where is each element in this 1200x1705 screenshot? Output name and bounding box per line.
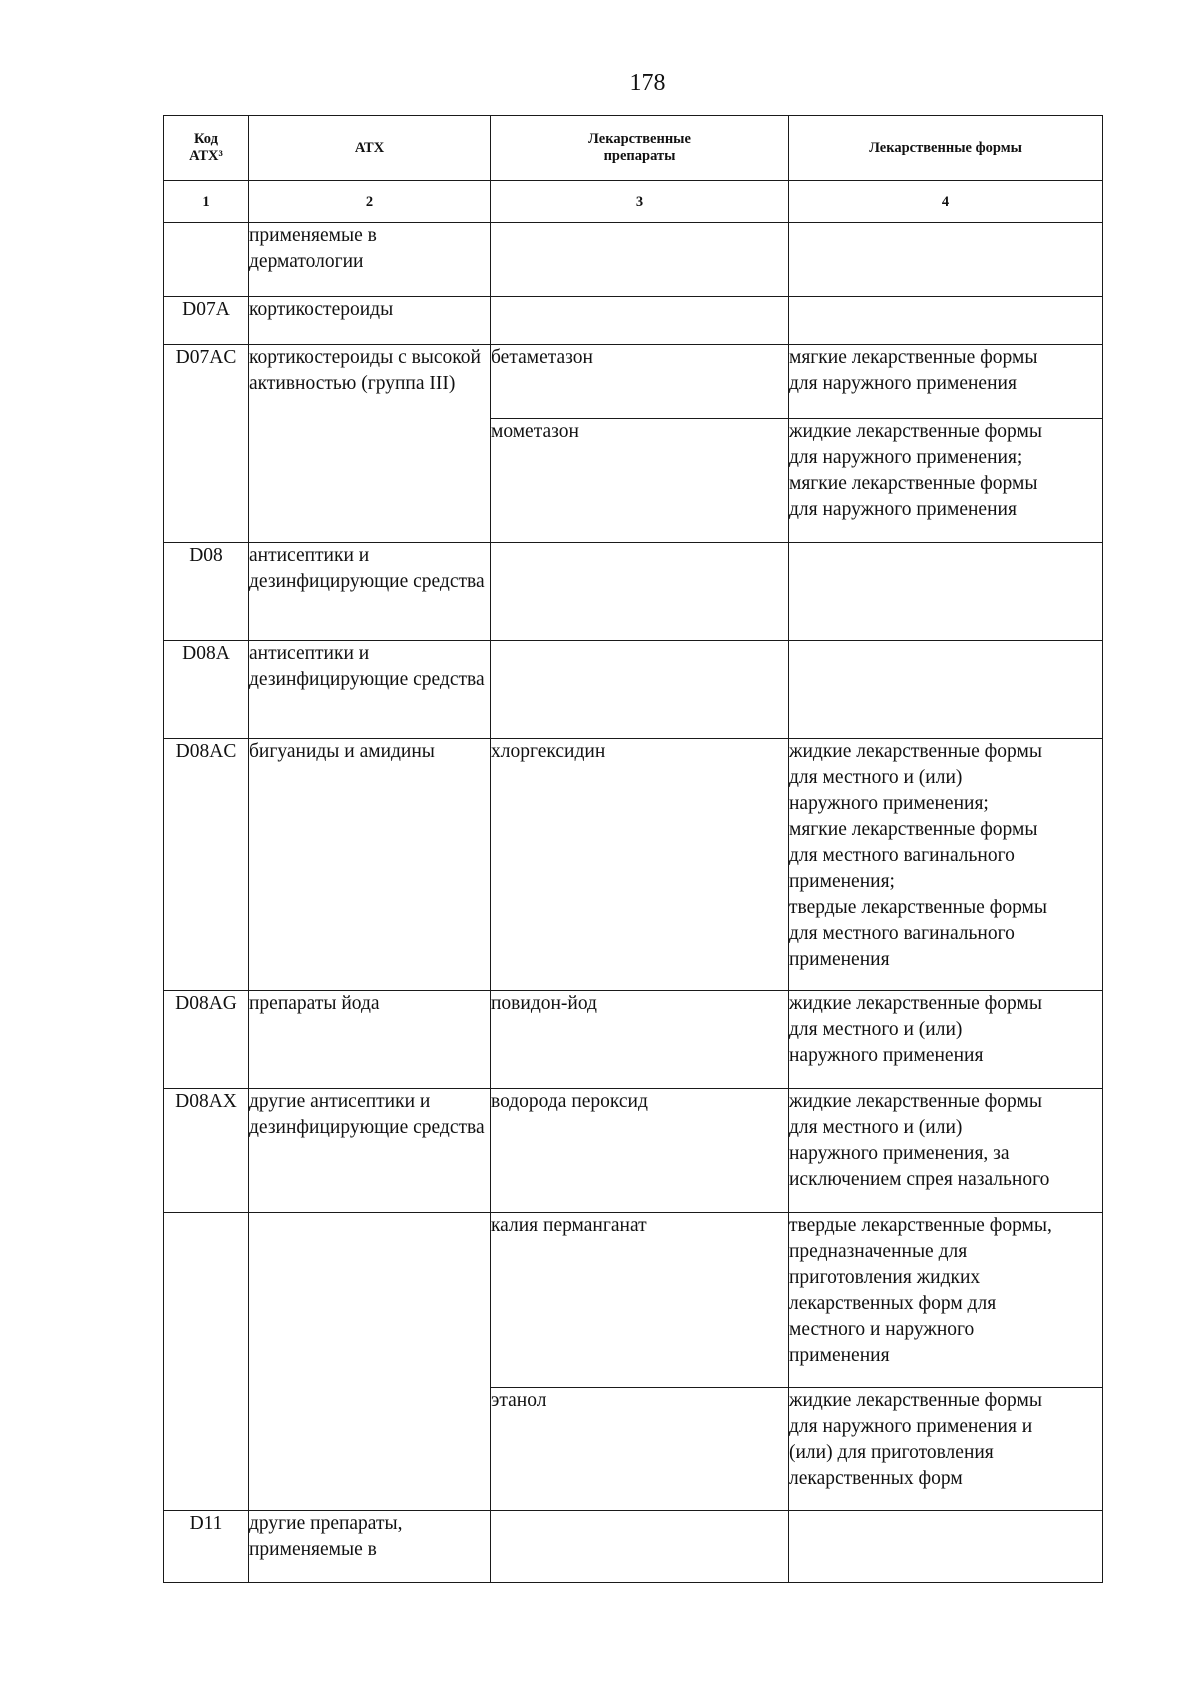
dosage-form-cell — [789, 641, 1103, 739]
dosage-form-cell — [789, 543, 1103, 641]
column-number: 1 — [164, 181, 249, 223]
drug-cell — [491, 1511, 789, 1583]
atx-group-cell: бигуаниды и амидины — [249, 739, 491, 991]
atx-group-cell: кортикостероиды с высокой активностью (группа III) — [249, 345, 491, 543]
drug-cell: водорода пероксид — [491, 1089, 789, 1213]
dosage-form-cell: твердые лекарственные формы, предназначенные для приготовления жидких лекарственных форм для местного и наружного применения — [789, 1213, 1103, 1388]
table-row — [164, 297, 1103, 345]
table-row — [164, 345, 1103, 419]
drug-cell: бетаметазон — [491, 345, 789, 419]
atx-code-cell: D08A — [164, 641, 249, 739]
dosage-form-cell: мягкие лекарственные формы для наружного применения — [789, 345, 1103, 419]
drug-cell: мометазон — [491, 419, 789, 543]
atx-group-cell: другие антисептики и дезинфицирующие средства — [249, 1089, 491, 1213]
dosage-form-cell — [789, 1511, 1103, 1583]
atx-code-cell: D08AG — [164, 991, 249, 1089]
header-drugs: Лекарственные препараты — [491, 116, 789, 181]
page-number: 178 — [629, 70, 666, 96]
dosage-form-cell: жидкие лекарственные формы для местного и (или) наружного применения — [789, 991, 1103, 1089]
table-row — [164, 1511, 1103, 1583]
dosage-form-cell: жидкие лекарственные формы для наружного применения и (или) для приготовления лекарственных форм — [789, 1388, 1103, 1511]
atx-group-cell — [249, 1213, 491, 1511]
drug-cell: этанол — [491, 1388, 789, 1511]
atx-code-cell: D08AC — [164, 739, 249, 991]
header-atx: АТХ — [249, 116, 491, 181]
atx-code-cell: D08 — [164, 543, 249, 641]
atx-group-cell: препараты йода — [249, 991, 491, 1089]
dosage-form-cell: жидкие лекарственные формы для наружного применения; мягкие лекарственные формы для наружного применения — [789, 419, 1103, 543]
atx-code-cell: D07AC — [164, 345, 249, 543]
drug-cell — [491, 223, 789, 297]
table-row — [164, 641, 1103, 739]
atx-group-cell: применяемые в дерматологии — [249, 223, 491, 297]
atx-drug-table — [163, 115, 1103, 1583]
column-number-row — [164, 181, 1103, 223]
drug-cell — [491, 641, 789, 739]
dosage-form-cell: жидкие лекарственные формы для местного и (или) наружного применения; мягкие лекарственные формы для местного вагинального применения; твердые лекарственные формы для местного вагинального применения — [789, 739, 1103, 991]
table-row — [164, 991, 1103, 1089]
atx-code-cell: D11 — [164, 1511, 249, 1583]
column-number: 3 — [491, 181, 789, 223]
atx-code-cell — [164, 223, 249, 297]
dosage-form-cell — [789, 223, 1103, 297]
drug-cell — [491, 297, 789, 345]
drug-cell — [491, 543, 789, 641]
table-row — [164, 1213, 1103, 1388]
drug-cell: хлоргексидин — [491, 739, 789, 991]
table-row — [164, 543, 1103, 641]
header-code: Код АТХ³ — [164, 116, 249, 181]
column-number: 2 — [249, 181, 491, 223]
atx-group-cell: кортикостероиды — [249, 297, 491, 345]
atx-group-cell: другие препараты, применяемые в — [249, 1511, 491, 1583]
atx-code-cell: D07A — [164, 297, 249, 345]
table-row — [164, 223, 1103, 297]
atx-group-cell: антисептики и дезинфицирующие средства — [249, 543, 491, 641]
table-row — [164, 739, 1103, 991]
drug-cell: калия перманганат — [491, 1213, 789, 1388]
atx-code-cell: D08AX — [164, 1089, 249, 1213]
atx-code-cell — [164, 1213, 249, 1511]
atx-group-cell: антисептики и дезинфицирующие средства — [249, 641, 491, 739]
column-number: 4 — [789, 181, 1103, 223]
dosage-form-cell — [789, 297, 1103, 345]
table-header-row — [164, 116, 1103, 181]
header-forms: Лекарственные формы — [789, 116, 1103, 181]
dosage-form-cell: жидкие лекарственные формы для местного и (или) наружного применения, за исключением спрея назального — [789, 1089, 1103, 1213]
drug-cell: повидон-йод — [491, 991, 789, 1089]
table-row — [164, 1089, 1103, 1213]
